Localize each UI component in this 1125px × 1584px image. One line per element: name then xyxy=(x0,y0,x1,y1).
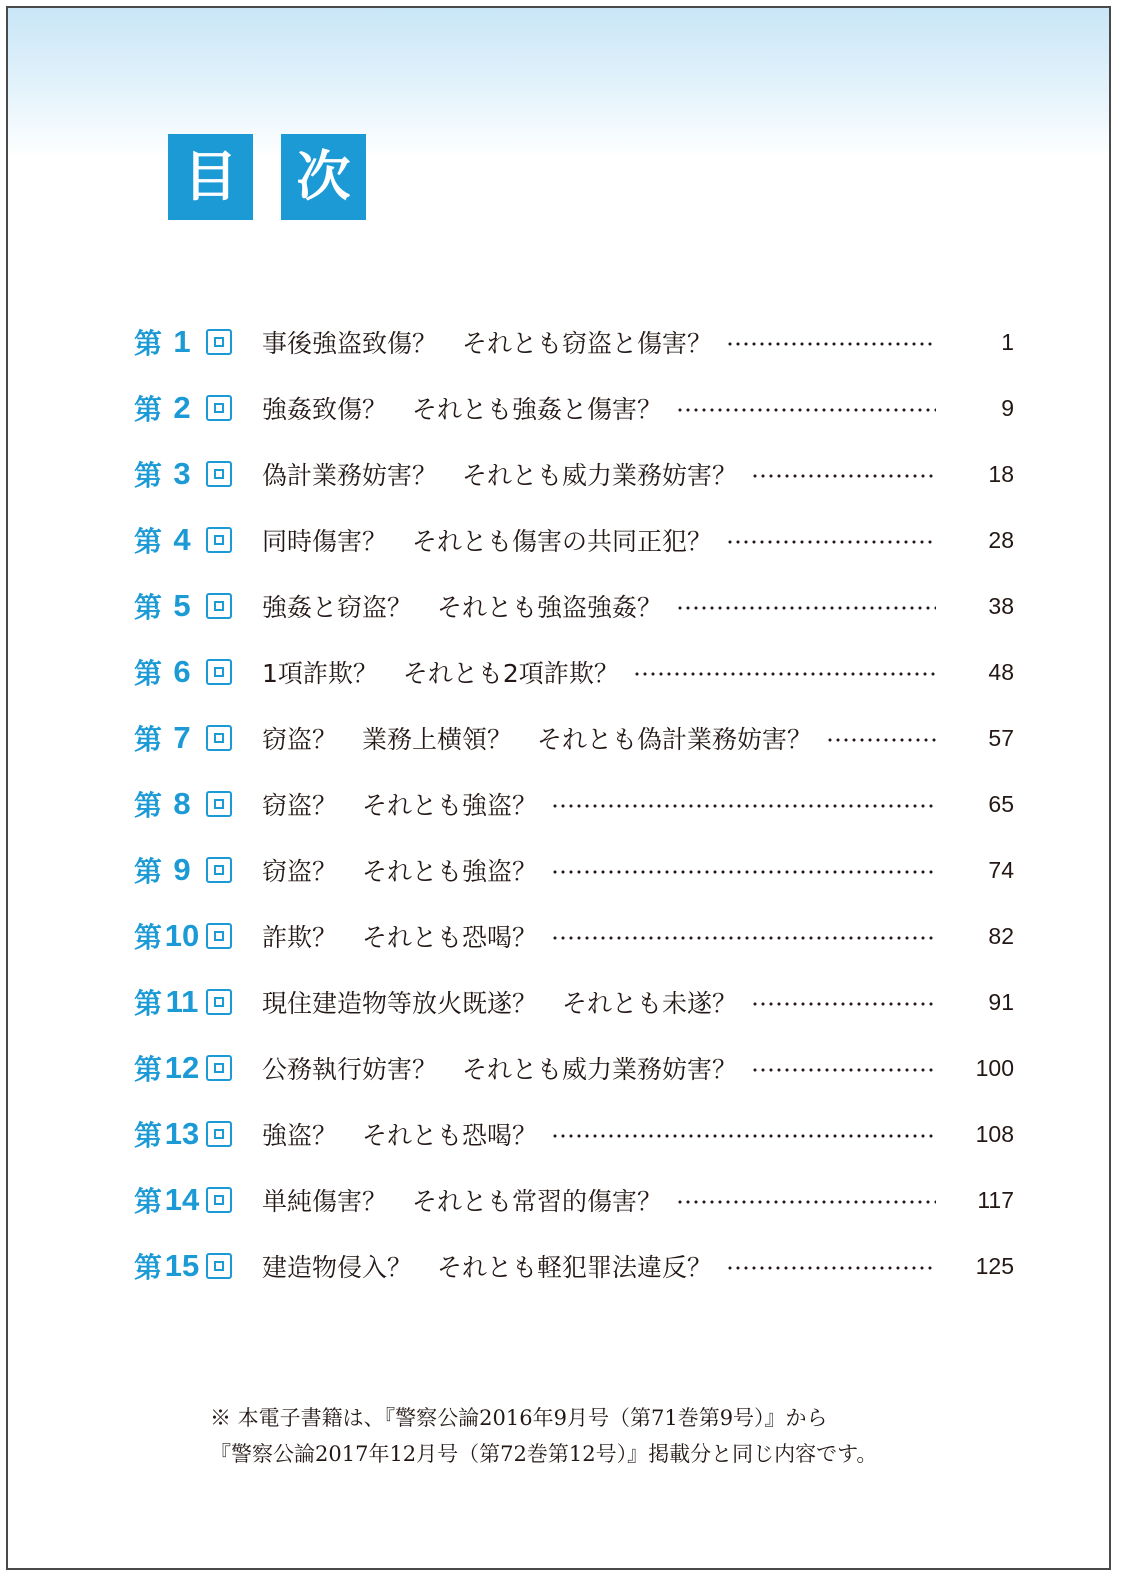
toc-page-number: 9 xyxy=(1001,394,1014,421)
kai-glyph-icon xyxy=(206,593,232,619)
toc-entry-title: 偽計業務妨害？ それとも威力業務妨害？ xyxy=(262,461,738,490)
kai-glyph-inner xyxy=(214,865,224,875)
chapter-number: 8 xyxy=(173,786,191,821)
kai-glyph-inner xyxy=(214,337,224,347)
chapter-label xyxy=(134,520,262,560)
dot-leader xyxy=(751,1002,936,1006)
toc-page-number: 18 xyxy=(988,460,1014,487)
chapter-prefix: 第 xyxy=(134,1119,163,1152)
dot-leader xyxy=(551,804,936,808)
chapter-prefix: 第 xyxy=(134,1251,163,1284)
toc-page-number: 125 xyxy=(975,1252,1014,1279)
toc-page-number: 28 xyxy=(988,526,1014,553)
kai-glyph-inner xyxy=(214,1063,224,1073)
title-char-box: 目 xyxy=(168,134,253,220)
chapter-label xyxy=(134,850,262,890)
toc-entry-title: 建造物侵入？ それとも軽犯罪法違反？ xyxy=(262,1253,713,1282)
kai-glyph-inner xyxy=(214,733,224,743)
toc-entry-title: 詐欺？ それとも恐喝？ xyxy=(262,923,538,952)
toc-entry[interactable] xyxy=(134,375,1014,441)
kai-glyph-icon xyxy=(206,527,232,553)
kai-glyph-icon xyxy=(206,1187,232,1213)
chapter-label xyxy=(134,454,262,494)
toc-entry[interactable] xyxy=(134,639,1014,705)
chapter-prefix: 第 xyxy=(134,393,163,426)
toc-entry[interactable] xyxy=(134,969,1014,1035)
toc-page-number: 74 xyxy=(988,856,1014,883)
toc-entry[interactable] xyxy=(134,507,1014,573)
dot-leader xyxy=(726,342,936,346)
chapter-label xyxy=(134,652,262,692)
dot-leader xyxy=(726,540,936,544)
chapter-label xyxy=(134,916,262,956)
chapter-number: 7 xyxy=(173,720,191,755)
document-page xyxy=(6,6,1111,1570)
toc-entry-title: 窃盗？ それとも強盗？ xyxy=(262,857,538,886)
chapter-number: 1 xyxy=(173,324,191,359)
kai-glyph-inner xyxy=(214,469,224,479)
toc-entry[interactable] xyxy=(134,903,1014,969)
toc-page-number: 108 xyxy=(975,1120,1014,1147)
chapter-number: 12 xyxy=(164,1050,200,1085)
chapter-prefix: 第 xyxy=(134,723,163,756)
kai-glyph-icon xyxy=(206,725,232,751)
toc-entry-title: 窃盗？ それとも強盗？ xyxy=(262,791,538,820)
chapter-number: 15 xyxy=(164,1248,200,1283)
kai-glyph-icon xyxy=(206,989,232,1015)
chapter-prefix: 第 xyxy=(134,591,163,624)
kai-glyph-inner xyxy=(214,667,224,677)
kai-glyph-inner xyxy=(214,1195,224,1205)
kai-glyph-icon xyxy=(206,461,232,487)
toc-entry-title: 1項詐欺？ それとも2項詐欺？ xyxy=(262,659,619,688)
chapter-prefix: 第 xyxy=(134,1053,163,1086)
kai-glyph-icon xyxy=(206,791,232,817)
kai-glyph-inner xyxy=(214,799,224,809)
table-of-contents xyxy=(134,309,1014,1299)
kai-glyph-inner xyxy=(214,931,224,941)
toc-entry[interactable] xyxy=(134,1233,1014,1299)
toc-entry[interactable] xyxy=(134,705,1014,771)
kai-glyph-inner xyxy=(214,1261,224,1271)
chapter-label xyxy=(134,1114,262,1154)
chapter-number: 4 xyxy=(173,522,191,557)
toc-page-number: 57 xyxy=(988,724,1014,751)
chapter-prefix: 第 xyxy=(134,921,163,954)
page-title xyxy=(168,134,366,220)
kai-glyph-icon xyxy=(206,923,232,949)
chapter-prefix: 第 xyxy=(134,525,163,558)
toc-entry[interactable] xyxy=(134,309,1014,375)
toc-page-number: 48 xyxy=(988,658,1014,685)
dot-leader xyxy=(676,1200,936,1204)
chapter-prefix: 第 xyxy=(134,1185,163,1218)
chapter-prefix: 第 xyxy=(134,327,163,360)
chapter-label xyxy=(134,784,262,824)
toc-entry[interactable] xyxy=(134,1167,1014,1233)
chapter-prefix: 第 xyxy=(134,789,163,822)
kai-glyph-icon xyxy=(206,857,232,883)
kai-glyph-icon xyxy=(206,659,232,685)
kai-glyph-inner xyxy=(214,601,224,611)
toc-entry-title: 同時傷害？ それとも傷害の共同正犯？ xyxy=(262,527,713,556)
toc-page-number: 1 xyxy=(1001,328,1014,355)
kai-glyph-inner xyxy=(214,997,224,1007)
title-char-box: 次 xyxy=(281,134,366,220)
toc-page-number: 117 xyxy=(977,1186,1014,1213)
kai-glyph-inner xyxy=(214,1129,224,1139)
chapter-number: 13 xyxy=(164,1116,200,1151)
dot-leader xyxy=(751,1068,936,1072)
toc-entry[interactable] xyxy=(134,771,1014,837)
dot-leader xyxy=(676,408,936,412)
toc-entry[interactable] xyxy=(134,441,1014,507)
footnote-line: ※ 本電子書籍は、『警察公論2016年9月号（第71巻第9号）』から xyxy=(210,1406,828,1430)
dot-leader xyxy=(551,870,936,874)
chapter-label xyxy=(134,322,262,362)
chapter-label xyxy=(134,1048,262,1088)
toc-entry-title: 公務執行妨害？ それとも威力業務妨害？ xyxy=(262,1055,738,1084)
chapter-prefix: 第 xyxy=(134,855,163,888)
chapter-prefix: 第 xyxy=(134,987,163,1020)
dot-leader xyxy=(751,474,936,478)
kai-glyph-icon xyxy=(206,1055,232,1081)
toc-page-number: 82 xyxy=(988,922,1014,949)
dot-leader xyxy=(633,672,936,676)
chapter-number: 5 xyxy=(173,588,191,623)
toc-page-number: 38 xyxy=(988,592,1014,619)
toc-entry[interactable] xyxy=(134,837,1014,903)
chapter-prefix: 第 xyxy=(134,459,163,492)
kai-glyph-inner xyxy=(214,535,224,545)
footnote-line: 『警察公論2017年12月号（第72巻第12号）』掲載分と同じ内容です。 xyxy=(210,1442,878,1466)
dot-leader xyxy=(676,606,936,610)
kai-glyph-icon xyxy=(206,1253,232,1279)
chapter-label xyxy=(134,586,262,626)
dot-leader xyxy=(551,1134,936,1138)
chapter-number: 10 xyxy=(164,918,200,953)
toc-entry[interactable] xyxy=(134,1101,1014,1167)
chapter-label xyxy=(134,982,262,1022)
kai-glyph-inner xyxy=(214,403,224,413)
dot-leader xyxy=(551,936,936,940)
toc-entry-title: 強姦致傷？ それとも強姦と傷害？ xyxy=(262,395,663,424)
toc-entry[interactable] xyxy=(134,1035,1014,1101)
chapter-prefix: 第 xyxy=(134,657,163,690)
chapter-number: 3 xyxy=(173,456,191,491)
toc-page-number: 65 xyxy=(988,790,1014,817)
toc-entry[interactable] xyxy=(134,573,1014,639)
chapter-number: 9 xyxy=(173,852,191,887)
chapter-label xyxy=(134,718,262,758)
toc-entry-title: 強盗？ それとも恐喝？ xyxy=(262,1121,538,1150)
dot-leader xyxy=(726,1266,936,1270)
chapter-number: 2 xyxy=(173,390,191,425)
chapter-number: 14 xyxy=(164,1182,200,1217)
chapter-label xyxy=(134,388,262,428)
toc-page-number: 100 xyxy=(975,1054,1014,1081)
kai-glyph-icon xyxy=(206,329,232,355)
toc-entry-title: 現住建造物等放火既遂？ それとも未遂？ xyxy=(262,989,738,1018)
dot-leader xyxy=(826,738,936,742)
footnote xyxy=(210,1400,877,1472)
chapter-number: 6 xyxy=(173,654,191,689)
toc-page-number: 91 xyxy=(988,988,1014,1015)
toc-entry-title: 単純傷害？ それとも常習的傷害？ xyxy=(262,1187,663,1216)
kai-glyph-icon xyxy=(206,1121,232,1147)
toc-entry-title: 窃盗？ 業務上横領？ それとも偽計業務妨害？ xyxy=(262,725,813,754)
kai-glyph-icon xyxy=(206,395,232,421)
chapter-number: 11 xyxy=(165,984,199,1019)
toc-entry-title: 事後強盗致傷？ それとも窃盗と傷害？ xyxy=(262,329,713,358)
toc-entry-title: 強姦と窃盗？ それとも強盗強姦？ xyxy=(262,593,663,622)
chapter-label xyxy=(134,1180,262,1220)
chapter-label xyxy=(134,1246,262,1286)
